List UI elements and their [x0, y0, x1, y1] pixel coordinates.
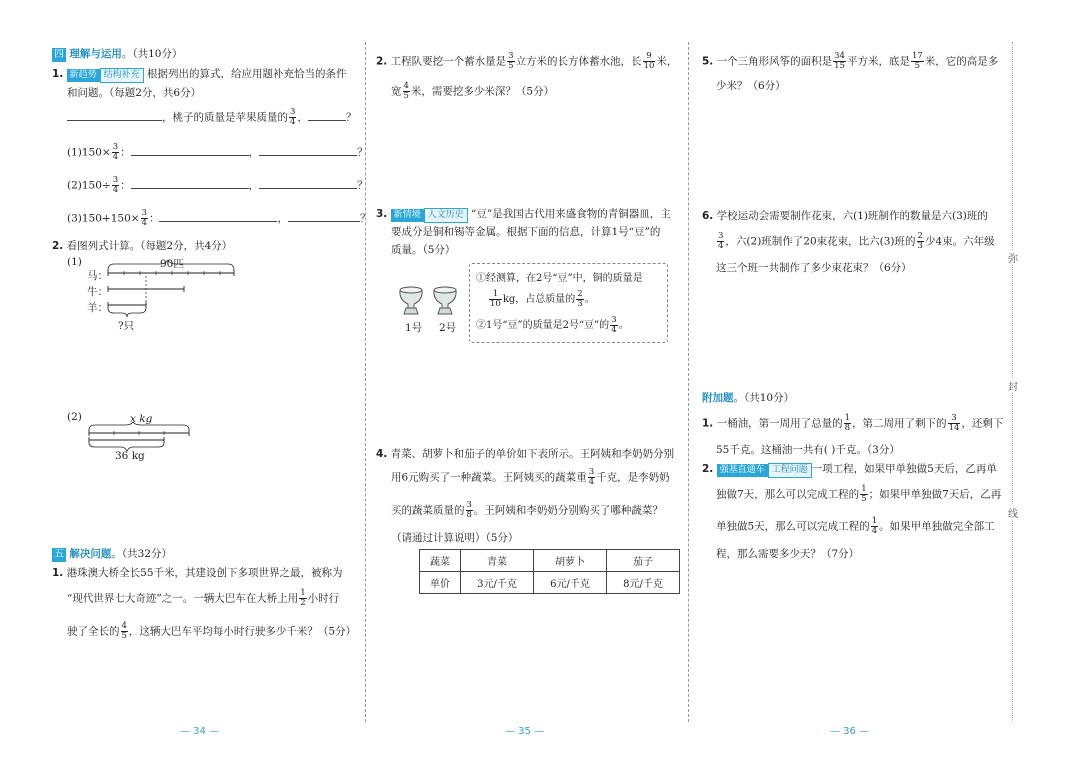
dou-label-2: 2号 — [439, 322, 457, 334]
fraction: $\frac{17}{5}$ — [911, 51, 923, 71]
q4-2-line — [52, 238, 232, 253]
seal-char: 弥 — [1008, 250, 1018, 265]
table-cell: 6元/千克 — [534, 572, 607, 594]
q5-1-line2: “现代世界七大奇迹”之一。一辆大巴车在大桥上用 $\frac{1}{2}$ 小时行 — [67, 588, 340, 608]
q5-6-line1: 6. 学校运动会需要制作花束，六(1)班制作的数量是六(3)班的 — [702, 210, 988, 222]
q5-3-line1: 3. 新情境 人文历史 “豆”是我国古代用来盛食物的青铜器皿，主 — [376, 206, 671, 223]
question-text: 这三个班一共制作了多少束花束？（6分） — [716, 262, 912, 274]
fraction: $\frac{3}{4}$ — [112, 142, 119, 162]
table-cell: 单价 — [420, 572, 461, 594]
fraction: $\frac{1}{5}$ — [861, 484, 867, 504]
tag-badge: 强基直通车 — [717, 464, 768, 477]
tag-badge: 工程问题 — [768, 463, 812, 478]
question-text[interactable]: 55千克。这桶油一共有( )千克。（3分） — [716, 444, 900, 456]
table-row — [420, 572, 680, 594]
fraction: $\frac{3}{4}$ — [588, 467, 595, 487]
fraction: $\frac{1}{2}$ — [300, 588, 306, 608]
diagram-question: ?只 — [118, 320, 135, 332]
ex-2-line2: 独做7天，那么可以完成工程的 $\frac{1}{5}$ ；如果甲单独做7天后，乙再 — [716, 484, 1002, 504]
answer-blank[interactable] — [131, 178, 249, 189]
q5-4-line2: 用6元购买了一种蔬菜。王阿姨买的蔬菜重 $\frac{3}{4}$ 千克，是李奶奶 — [391, 467, 670, 487]
table-cell: 3元/千克 — [461, 572, 534, 594]
q4-1-item-2: (2)150÷ $\frac{3}{4}$ ： ， ？ — [67, 175, 368, 195]
section-score: 。（共10分） — [733, 392, 795, 404]
fraction: $\frac{3}{5}$ — [508, 51, 514, 71]
q4-1-item-1: (1)150× $\frac{3}{4}$ ： ， ？ — [67, 142, 368, 162]
answer-blank[interactable] — [159, 211, 277, 222]
page-number: — 35 — — [505, 726, 545, 737]
question-text: 看图列式计算。（每题2分，共4分） — [66, 240, 233, 252]
table-cell: 胡萝卜 — [534, 550, 607, 572]
info-text: ①经测算，在2号“豆”中，铜的质量是 — [476, 273, 643, 284]
diagram-row-label: 马： — [87, 270, 108, 282]
question-number: 1. — [52, 68, 64, 80]
fraction: $\frac{1}{10}$ — [490, 289, 501, 309]
section-score: 。（共32分） — [111, 548, 172, 560]
diagram-top-label: x kg — [130, 413, 153, 425]
q5-4-line3: 买的蔬菜质量的 $\frac{3}{8}$ 。王阿姨和李奶奶分别购买了哪种蔬菜？ — [391, 500, 663, 520]
fraction: $\frac{3}{4}$ — [611, 315, 617, 335]
seal-char: 封 — [1008, 378, 1018, 393]
q5-1-line3: 驶了全长的 $\frac{4}{5}$ ，这辆大巴车平均每小时行驶多少千米？（5分） — [67, 621, 357, 641]
section-number: 五 — [54, 549, 64, 560]
section-number: 四 — [54, 49, 64, 60]
question-text: 质量。（5分） — [391, 244, 456, 256]
fraction: $\frac{34}{15}$ — [834, 51, 845, 71]
diagram-row-label: 牛： — [87, 286, 108, 298]
q5-4-line1: 4. 青菜、胡萝卜和茄子的单价如下表所示。王阿姨和李奶奶分别 — [376, 448, 675, 460]
diagram-label: (1) — [67, 256, 82, 268]
answer-blank[interactable] — [308, 110, 346, 121]
fraction: $\frac{4}{5}$ — [121, 621, 127, 641]
fraction: $\frac{3}{4}$ — [141, 208, 147, 228]
question-text: 根据列出的算式，给应用题补充恰当的条件 — [147, 68, 347, 80]
q5-1-line1: 1. 港珠澳大桥全长55千米，其建设创下多项世界之最，被称为 — [52, 567, 343, 579]
question-text: （请通过计算说明）（5分） — [391, 532, 519, 544]
extra-header — [702, 390, 794, 405]
answer-blank[interactable] — [288, 211, 360, 222]
diagram-label: (2) — [67, 411, 82, 423]
column-divider — [688, 42, 689, 722]
bar-diagram-2 — [85, 422, 200, 454]
fraction: $\frac{3}{14}$ — [948, 413, 960, 433]
question-text: 程，那么需要多少天？（7分） — [716, 548, 860, 560]
tag-badge: 新情境 — [391, 209, 424, 222]
question-text: 和问题。（每题2分，共6分） — [67, 87, 202, 99]
dou-label-1: 1号 — [405, 322, 423, 334]
answer-blank[interactable] — [131, 145, 249, 156]
info-line2: $\frac{1}{10}$ kg，占总质量的 $\frac{2}{3}$ 。 — [490, 289, 595, 309]
answer-blank[interactable] — [67, 110, 162, 121]
tag-badge: 人文历史 — [424, 208, 468, 223]
fraction: $\frac{9}{10}$ — [643, 51, 655, 71]
fraction: $\frac{1}{4}$ — [871, 516, 878, 536]
page-number: — 34 — — [180, 726, 220, 737]
section-score: 。（共10分） — [121, 48, 183, 60]
tag-badge: 结构补充 — [100, 68, 144, 83]
q4-1-item-3: (3)150+150× $\frac{3}{4}$ ： ， ？ — [67, 208, 371, 228]
bar-diagram-1 — [100, 258, 250, 320]
q5-6-line2: $\frac{3}{4}$ ，六(2)班制作了20束花束，比六(3)班的 $\frac{2}{3}$ 少4束。六年级 — [718, 231, 995, 251]
bronze-dou-images — [396, 282, 466, 322]
section-title: 解决问题 — [69, 548, 112, 560]
ex-2-line3: 单独做5天，那么可以完成工程的 $\frac{1}{4}$ 。如果甲单独做完全部工 — [716, 516, 995, 536]
section-four-header — [52, 46, 182, 62]
price-table — [419, 549, 680, 594]
q4-1-line1 — [52, 66, 347, 83]
question-text: 少米？（6分） — [716, 80, 786, 92]
ex-2-line1: 2. 强基直通车 工程问题 一项工程，如果甲单独做5天后，乙再单 — [702, 461, 997, 478]
q5-2-line2: 宽 $\frac{4}{5}$ 米，需要挖多少米深？（5分） — [391, 81, 555, 101]
table-cell: 8元/千克 — [607, 572, 680, 594]
tag-badge: 新趋势 — [67, 69, 100, 82]
page-number: — 36 — — [830, 726, 870, 737]
fraction: $\frac{3}{8}$ — [466, 500, 472, 520]
section-five-header — [52, 546, 172, 562]
section-title: 附加题 — [702, 392, 734, 404]
fraction: $\frac{3}{4}$ — [718, 231, 724, 251]
diagram-total: 90匹 — [160, 258, 184, 270]
q4-1-stem: ，桃子的质量是苹果质量的 $\frac{3}{4}$ ， ？ — [67, 108, 356, 127]
table-cell: 茄子 — [607, 550, 680, 572]
fraction: $\frac{1}{8}$ — [844, 413, 851, 433]
fraction: $\frac{2}{3}$ — [577, 289, 583, 309]
question-text: 要成分是铜和锡等金属。根据下面的信息，计算1号“豆”的 — [391, 226, 661, 238]
q5-2-line1: 2. 工程队要挖一个蓄水量是 $\frac{3}{5}$ 立方米的长方体蓄水池，长 $\frac{9}{10}$ 米， — [376, 51, 678, 71]
table-cell: 蔬菜 — [420, 550, 461, 572]
diagram-row-label: 羊： — [87, 302, 108, 314]
info-line3: ②1号“豆”的质量是2号“豆”的 $\frac{3}{4}$ 。 — [476, 315, 629, 335]
seal-char: 线 — [1008, 505, 1018, 520]
fraction: $\frac{2}{3}$ — [917, 231, 923, 251]
table-cell: 青菜 — [461, 550, 534, 572]
table-header-row — [420, 550, 680, 572]
ex-1-line1: 1. 一桶油，第一周用了总量的 $\frac{1}{8}$ ，第二周用了剩下的 $\frac{3}{14}$ ，还剩下 — [702, 413, 1004, 433]
answer-blank[interactable] — [259, 145, 357, 156]
answer-blank[interactable] — [259, 178, 357, 189]
question-number: 2. — [52, 240, 64, 252]
fraction: $\frac{3}{4}$ — [290, 107, 296, 127]
stem-text: ，桃子的质量是苹果质量的 — [162, 111, 288, 124]
fraction: $\frac{4}{5}$ — [403, 81, 409, 101]
fraction: $\frac{3}{4}$ — [112, 175, 119, 195]
q5-5-line1: 5. 一个三角形风筝的面积是 $\frac{34}{15}$ 平方米，底是 $\frac{17}{5}$ 米，它的高是多 — [702, 51, 999, 71]
diagram-bottom-label: 36 kg — [115, 450, 145, 462]
section-title: 理解与运用 — [69, 48, 122, 60]
